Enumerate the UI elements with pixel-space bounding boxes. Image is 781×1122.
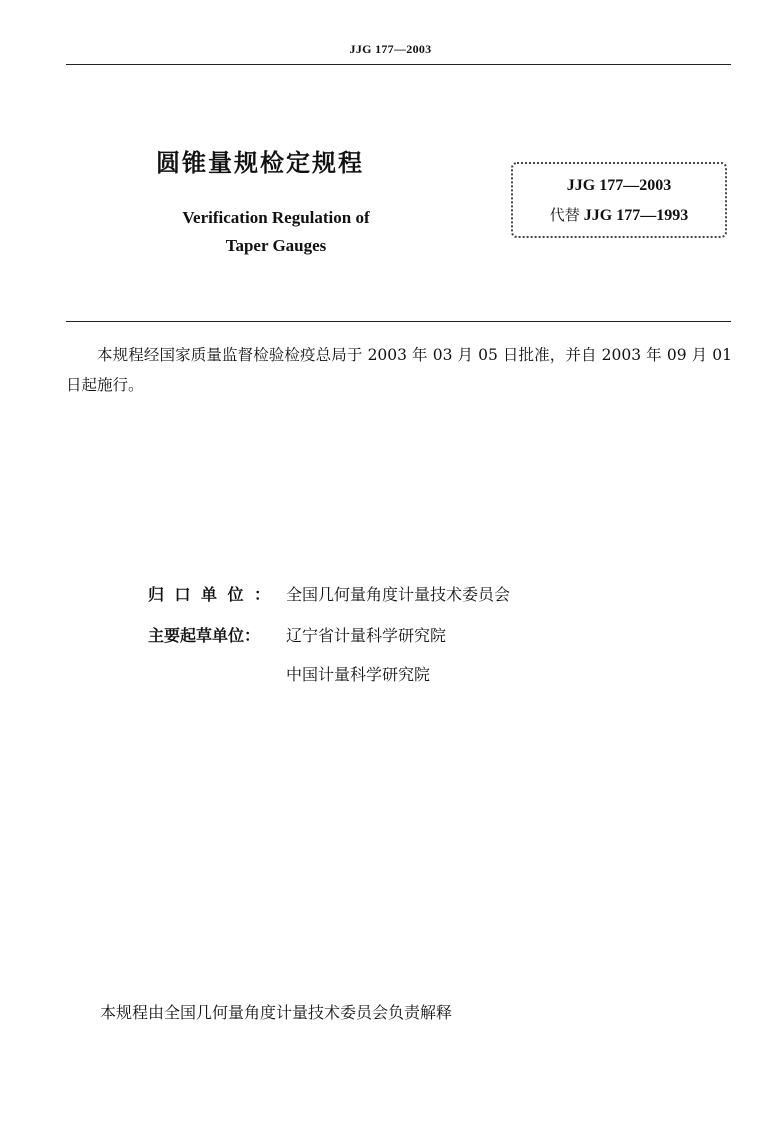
- drafting-unit-value-1: 辽宁省计量科学研究院: [286, 626, 447, 645]
- interpretation-note: 本规程由全国几何量角度计量技术委员会负责解释: [100, 1003, 453, 1022]
- standard-code: JJG 177—2003: [566, 177, 672, 194]
- drafting-unit-label: 主要起草单位：: [148, 626, 261, 645]
- replaces-line: [511, 204, 727, 225]
- replaces-code: JJG 177—1993: [583, 207, 689, 224]
- drafting-unit-value-2: 中国计量科学研究院: [286, 665, 431, 684]
- responsible-unit-label: 归口单位：: [148, 585, 281, 604]
- header-rule: [66, 64, 731, 65]
- section-rule: [66, 321, 731, 322]
- title-english-line-2: Taper Gauges: [225, 236, 327, 255]
- responsible-unit-value: 全国几何量角度计量技术委员会: [286, 585, 511, 604]
- title-english-line-1: Verification Regulation of: [182, 208, 370, 227]
- approval-statement: 本规程经国家质量监督检验检疫总局于 2003 年 03 月 05 日批准，并自 2003 年 09 月 01 日起施行。: [66, 346, 732, 394]
- title-english: [150, 204, 402, 260]
- running-header: JJG 177—2003: [349, 42, 432, 56]
- replaces-label: 代替: [549, 206, 580, 224]
- title-chinese: 圆锥量规检定规程: [156, 149, 364, 177]
- standard-code-box: [511, 162, 727, 238]
